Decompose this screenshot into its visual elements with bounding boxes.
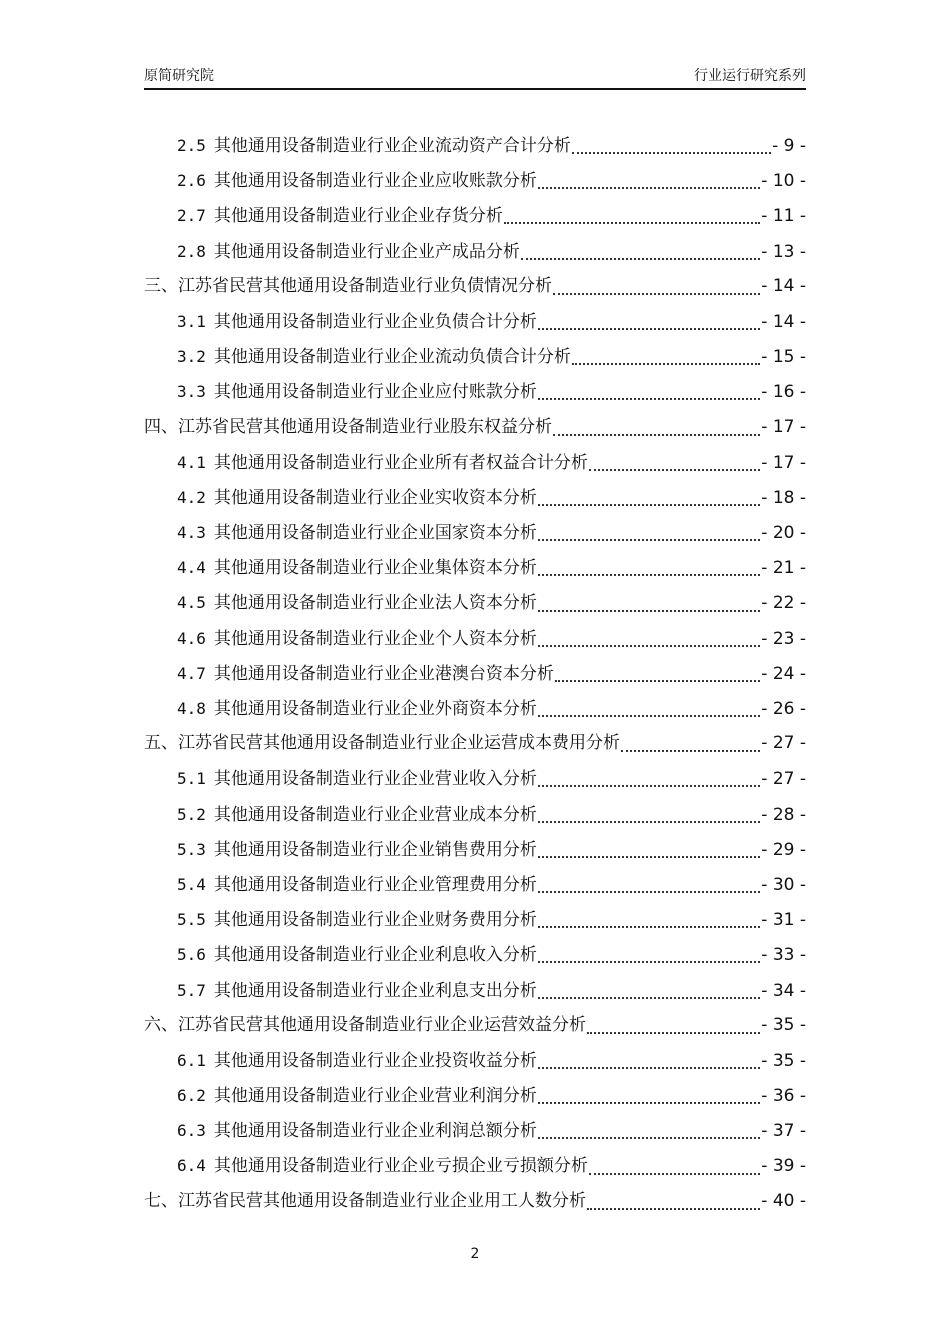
toc-entry-title (177, 445, 588, 481)
toc-section-entry[interactable] (144, 1113, 806, 1148)
toc-entry-number: 3.1 (177, 311, 206, 331)
toc-dot-leader (587, 1207, 760, 1210)
table-of-contents (144, 128, 806, 1219)
toc-dot-leader (589, 468, 760, 471)
toc-entry-number: 2.8 (177, 241, 206, 261)
toc-entry-text: 其他通用设备制造业行业企业集体资本分析 (213, 558, 537, 579)
toc-entry-page: - 9 - (772, 136, 806, 156)
toc-section-entry[interactable] (144, 832, 806, 867)
toc-entry-page: - 22 - (761, 593, 806, 614)
toc-entry-number: 6.4 (177, 1156, 206, 1176)
toc-entry-title (144, 726, 620, 761)
toc-entry-number: 2.6 (177, 171, 206, 191)
toc-entry-text: 其他通用设备制造业行业企业法人资本分析 (213, 593, 537, 614)
toc-entry-text: 其他通用设备制造业行业企业实收资本分析 (213, 487, 537, 508)
toc-entry-page: - 35 - (761, 1050, 806, 1071)
toc-dot-leader (553, 292, 760, 295)
toc-entry-number: 4.5 (177, 593, 206, 613)
toc-entry-text: 其他通用设备制造业行业企业投资收益分析 (213, 1050, 537, 1071)
toc-entry-title (144, 1008, 586, 1043)
toc-entry-text: 其他通用设备制造业行业企业个人资本分析 (213, 628, 537, 649)
toc-entry-title (177, 761, 537, 797)
toc-entry-page: - 14 - (761, 311, 806, 332)
toc-entry-number: 4.2 (177, 487, 206, 507)
toc-entry-number: 5.2 (177, 804, 206, 824)
toc-entry-title (177, 163, 537, 199)
toc-dot-leader (538, 327, 760, 330)
toc-entry-page: - 40 - (761, 1190, 806, 1211)
header-series: 行业运行研究系列 (694, 68, 806, 84)
toc-dot-leader (538, 1066, 760, 1069)
toc-entry-title (177, 234, 520, 270)
toc-section-entry[interactable] (144, 585, 806, 620)
toc-dot-leader (621, 749, 760, 752)
toc-entry-text: 七、江苏省民营其他通用设备制造业行业企业用工人数分析 (144, 1190, 586, 1211)
toc-chapter-entry[interactable] (144, 1008, 806, 1043)
toc-entry-text: 其他通用设备制造业行业企业存货分析 (213, 206, 503, 227)
toc-entry-title (177, 585, 537, 621)
toc-entry-page: - 34 - (761, 980, 806, 1001)
toc-entry-number: 4.1 (177, 452, 206, 472)
toc-entry-number: 4.4 (177, 558, 206, 578)
toc-section-entry[interactable] (144, 761, 806, 796)
toc-dot-leader (538, 890, 760, 893)
toc-entry-title (177, 621, 537, 657)
toc-section-entry[interactable] (144, 163, 806, 198)
toc-dot-leader (521, 257, 760, 260)
toc-dot-leader (587, 1031, 760, 1034)
toc-entry-title (177, 1043, 537, 1079)
toc-entry-page: - 15 - (761, 347, 806, 368)
toc-entry-text: 其他通用设备制造业行业企业负债合计分析 (213, 311, 537, 332)
toc-entry-text: 其他通用设备制造业行业企业销售费用分析 (213, 839, 537, 860)
toc-section-entry[interactable] (144, 339, 806, 374)
toc-entry-number: 6.2 (177, 1086, 206, 1106)
toc-dot-leader (538, 820, 760, 823)
toc-entry-title (177, 480, 537, 516)
toc-dot-leader (538, 644, 760, 647)
toc-entry-title (144, 1184, 586, 1219)
toc-entry-page: - 39 - (761, 1156, 806, 1177)
toc-entry-title (144, 410, 552, 445)
toc-entry-title (177, 128, 571, 164)
toc-entry-text: 其他通用设备制造业行业企业外商资本分析 (213, 699, 537, 719)
toc-section-entry[interactable] (144, 973, 806, 1008)
toc-dot-leader (504, 221, 760, 224)
toc-entry-text: 其他通用设备制造业行业企业流动资产合计分析 (213, 136, 571, 156)
toc-entry-text: 其他通用设备制造业行业企业利息收入分析 (213, 945, 537, 966)
toc-entry-page: - 27 - (761, 769, 806, 790)
toc-entry-page: - 10 - (761, 171, 806, 192)
toc-dot-leader (538, 1101, 760, 1104)
toc-entry-number: 5.1 (177, 769, 206, 789)
toc-dot-leader (538, 855, 760, 858)
toc-entry-page: - 37 - (761, 1121, 806, 1142)
toc-section-entry[interactable] (144, 445, 806, 480)
toc-dot-leader (553, 433, 760, 436)
toc-entry-title (177, 304, 537, 340)
header-publisher: 原简研究院 (144, 68, 214, 84)
toc-entry-number: 4.7 (177, 663, 206, 683)
toc-dot-leader (538, 960, 760, 963)
toc-section-entry[interactable] (144, 1148, 806, 1183)
toc-entry-title (177, 832, 537, 868)
toc-section-entry[interactable] (144, 198, 806, 233)
toc-entry-title (144, 269, 552, 304)
toc-entry-page: - 21 - (761, 558, 806, 579)
toc-dot-leader (572, 151, 771, 154)
toc-section-entry[interactable] (144, 867, 806, 902)
toc-entry-page: - 29 - (761, 839, 806, 860)
toc-entry-text: 四、江苏省民营其他通用设备制造业行业股东权益分析 (144, 416, 552, 437)
toc-dot-leader (572, 362, 760, 365)
toc-entry-title (177, 550, 537, 586)
toc-entry-text: 其他通用设备制造业行业企业所有者权益合计分析 (213, 452, 588, 473)
toc-entry-page: - 20 - (761, 523, 806, 544)
toc-entry-text: 五、江苏省民营其他通用设备制造业行业企业运营成本费用分析 (144, 733, 620, 754)
toc-section-entry[interactable] (144, 797, 806, 832)
toc-entry-title (177, 797, 537, 833)
toc-entry-title (177, 656, 554, 692)
toc-dot-leader (555, 679, 760, 682)
toc-entry-title (177, 902, 537, 938)
toc-entry-title (177, 937, 537, 973)
toc-entry-text: 其他通用设备制造业行业企业亏损企业亏损额分析 (213, 1156, 588, 1177)
toc-section-entry[interactable] (144, 374, 806, 409)
toc-entry-page: - 27 - (761, 733, 806, 754)
toc-entry-number: 3.3 (177, 382, 206, 402)
toc-entry-number: 2.5 (177, 136, 206, 155)
page-number: 2 (470, 1246, 480, 1262)
toc-dot-leader (538, 925, 760, 928)
toc-section-entry[interactable] (144, 480, 806, 515)
toc-section-entry[interactable] (144, 550, 806, 585)
toc-entry-text: 其他通用设备制造业行业企业应付账款分析 (213, 382, 537, 403)
toc-entry-page: - 28 - (761, 804, 806, 825)
toc-dot-leader (538, 397, 760, 400)
toc-entry-title (177, 1113, 537, 1149)
toc-dot-leader (538, 538, 760, 541)
toc-entry-number: 6.3 (177, 1121, 206, 1141)
toc-section-entry[interactable] (144, 691, 806, 726)
toc-entry-page: - 35 - (761, 1014, 806, 1035)
toc-entry-text: 六、江苏省民营其他通用设备制造业行业企业运营效益分析 (144, 1014, 586, 1035)
toc-entry-text: 其他通用设备制造业行业企业利润总额分析 (213, 1121, 537, 1142)
toc-entry-number: 4.6 (177, 628, 206, 648)
toc-entry-number: 2.7 (177, 206, 206, 226)
toc-section-entry[interactable] (144, 937, 806, 972)
toc-entry-text: 其他通用设备制造业行业企业流动负债合计分析 (213, 347, 571, 368)
toc-section-entry[interactable] (144, 656, 806, 691)
toc-section-entry[interactable] (144, 1078, 806, 1113)
toc-entry-page: - 17 - (761, 416, 806, 437)
toc-section-entry[interactable] (144, 128, 806, 163)
toc-entry-number: 5.7 (177, 980, 206, 1000)
toc-entry-page: - 16 - (761, 382, 806, 403)
toc-entry-number: 5.4 (177, 874, 206, 894)
toc-dot-leader (538, 714, 760, 717)
toc-entry-number: 4.3 (177, 523, 206, 543)
toc-entry-page: - 26 - (761, 699, 806, 719)
toc-entry-title (177, 691, 537, 727)
toc-entry-text: 其他通用设备制造业行业企业营业收入分析 (213, 769, 537, 790)
toc-dot-leader (538, 784, 760, 787)
toc-entry-text: 其他通用设备制造业行业企业管理费用分析 (213, 874, 537, 895)
toc-entry-text: 其他通用设备制造业行业企业财务费用分析 (213, 910, 537, 931)
toc-entry-title (177, 515, 537, 551)
page-header (144, 66, 806, 90)
toc-entry-text: 其他通用设备制造业行业企业港澳台资本分析 (213, 663, 554, 684)
toc-entry-number: 5.3 (177, 839, 206, 859)
toc-entry-text: 其他通用设备制造业行业企业营业成本分析 (213, 804, 537, 825)
toc-entry-text: 其他通用设备制造业行业企业国家资本分析 (213, 523, 537, 544)
toc-section-entry[interactable] (144, 902, 806, 937)
toc-entry-page: - 14 - (761, 275, 806, 296)
toc-chapter-entry[interactable] (144, 1184, 806, 1219)
toc-entry-number: 5.6 (177, 945, 206, 965)
toc-dot-leader (538, 996, 760, 999)
toc-section-entry[interactable] (144, 515, 806, 550)
toc-chapter-entry[interactable] (144, 269, 806, 304)
toc-section-entry[interactable] (144, 1043, 806, 1078)
toc-entry-text: 其他通用设备制造业行业企业应收账款分析 (213, 171, 537, 192)
toc-entry-title (177, 198, 503, 234)
toc-entry-page: - 30 - (761, 874, 806, 895)
toc-chapter-entry[interactable] (144, 410, 806, 445)
toc-dot-leader (538, 503, 760, 506)
toc-entry-title (177, 374, 537, 410)
toc-entry-page: - 31 - (761, 910, 806, 931)
toc-entry-page: - 36 - (761, 1086, 806, 1107)
toc-entry-title (177, 1148, 588, 1184)
toc-entry-number: 6.1 (177, 1050, 206, 1070)
toc-entry-title (177, 867, 537, 903)
toc-entry-title (177, 339, 571, 375)
toc-dot-leader (538, 1136, 760, 1139)
toc-entry-page: - 11 - (761, 206, 806, 227)
toc-section-entry[interactable] (144, 621, 806, 656)
toc-entry-page: - 23 - (761, 628, 806, 649)
toc-section-entry[interactable] (144, 304, 806, 339)
toc-dot-leader (538, 573, 760, 576)
toc-entry-page: - 17 - (761, 452, 806, 473)
toc-entry-text: 其他通用设备制造业行业企业产成品分析 (213, 241, 520, 262)
toc-dot-leader (589, 1172, 760, 1175)
toc-entry-text: 其他通用设备制造业行业企业营业利润分析 (213, 1086, 537, 1107)
toc-entry-page: - 24 - (761, 663, 806, 684)
toc-entry-title (177, 1078, 537, 1114)
toc-entry-page: - 13 - (761, 241, 806, 262)
toc-dot-leader (538, 609, 760, 612)
toc-entry-number: 3.2 (177, 347, 206, 367)
toc-entry-number: 5.5 (177, 910, 206, 930)
toc-entry-text: 其他通用设备制造业行业企业利息支出分析 (213, 980, 537, 1001)
toc-dot-leader (538, 186, 760, 189)
toc-entry-title (177, 973, 537, 1009)
toc-entry-text: 三、江苏省民营其他通用设备制造业行业负债情况分析 (144, 275, 552, 296)
toc-chapter-entry[interactable] (144, 726, 806, 761)
toc-section-entry[interactable] (144, 234, 806, 269)
toc-entry-number: 4.8 (177, 699, 206, 718)
toc-entry-page: - 33 - (761, 945, 806, 966)
toc-entry-page: - 18 - (761, 487, 806, 508)
